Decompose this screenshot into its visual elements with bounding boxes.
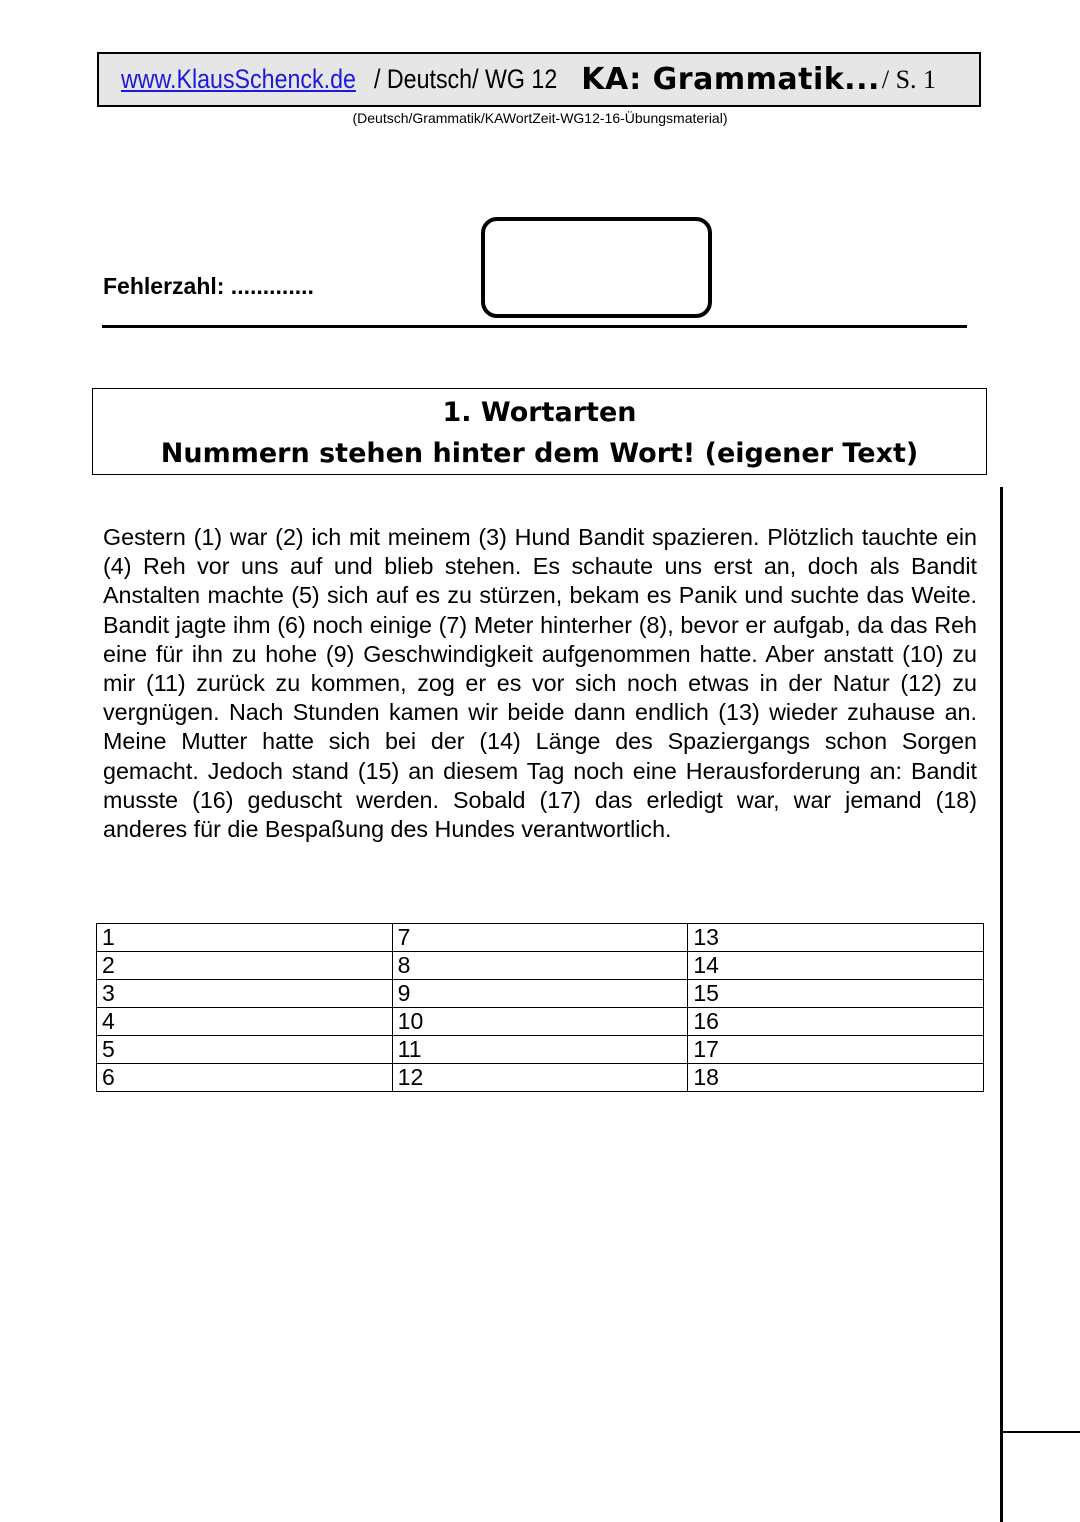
answer-cell: 11: [392, 1036, 688, 1064]
answer-cell: 1: [97, 924, 393, 952]
section-title: 1. Wortarten: [442, 397, 637, 428]
answer-cell: 17: [688, 1036, 984, 1064]
table-row: [97, 924, 984, 952]
header-course-text: / Deutsch/ WG 12: [374, 64, 558, 94]
answer-cell: 16: [688, 1008, 984, 1036]
story-paragraph: Gestern (1) war (2) ich mit meinem (3) Hund Bandit spazieren. Plötzlich tauchte ein (4) Reh vor uns auf und blieb stehen. Es schaute uns erst an, doch als Bandit Anstalten machte (5) sich auf es zu stürzen, bekam es Panik und suchte das Weite. Bandit jagte ihm (6) noch einige (7) Meter hinterher (8), bevor er aufgab, da das Reh eine für ihn zu hohe (9) Geschwindigkeit aufgenommen hatte. Aber anstatt (10) zu mir (11) zurück zu kommen, zog er es vor sich noch etwas in der Natur (12) zu vergnügen. Nach Stunden kamen wir beide dann endlich (13) wieder zuhause an. Meine Mutter hatte sich bei der (14) Länge des Spaziergangs schon Sorgen gemacht. Jedoch stand (15) an diesem Tag noch eine Herausforderung an: Bandit musste (16) geduscht werden. Sobald (17) das erledigt war, war jemand (18) anderes für die Bespaßung des Hundes verantwortlich.: [103, 524, 977, 843]
answer-table: [96, 923, 984, 1092]
divider-line: [102, 325, 967, 328]
answer-cell: 7: [392, 924, 688, 952]
table-row: [97, 980, 984, 1008]
website-link[interactable]: www.KlausSchenck.de: [121, 64, 356, 94]
section-subtitle: Nummern stehen hinter dem Wort! (eigener Text): [160, 438, 919, 469]
answer-cell: 8: [392, 952, 688, 980]
answer-cell: 13: [688, 924, 984, 952]
file-path-line: (Deutsch/Grammatik/KAWortZeit-WG12-16-Übungsmaterial): [352, 110, 728, 126]
table-row: [97, 952, 984, 980]
answer-cell: 2: [97, 952, 393, 980]
margin-line: [1000, 487, 1003, 1522]
answer-cell: 3: [97, 980, 393, 1008]
table-row: [97, 1036, 984, 1064]
header-bar: [97, 52, 981, 107]
answer-cell: 5: [97, 1036, 393, 1064]
answer-cell: 12: [392, 1064, 688, 1092]
error-count-label: Fehlerzahl: .............: [103, 273, 314, 299]
answer-cell: 14: [688, 952, 984, 980]
answer-cell: 9: [392, 980, 688, 1008]
section-heading-box: [92, 388, 987, 475]
score-box: [481, 217, 712, 318]
answer-cell: 15: [688, 980, 984, 1008]
page-number: / S. 1: [881, 64, 937, 94]
answer-cell: 10: [392, 1008, 688, 1036]
header-title: KA: Grammatik...: [581, 62, 880, 97]
answer-cell: 6: [97, 1064, 393, 1092]
table-row: [97, 1064, 984, 1092]
answer-cell: 18: [688, 1064, 984, 1092]
answer-cell: 4: [97, 1008, 393, 1036]
margin-tick: [1000, 1431, 1080, 1433]
table-row: [97, 1008, 984, 1036]
